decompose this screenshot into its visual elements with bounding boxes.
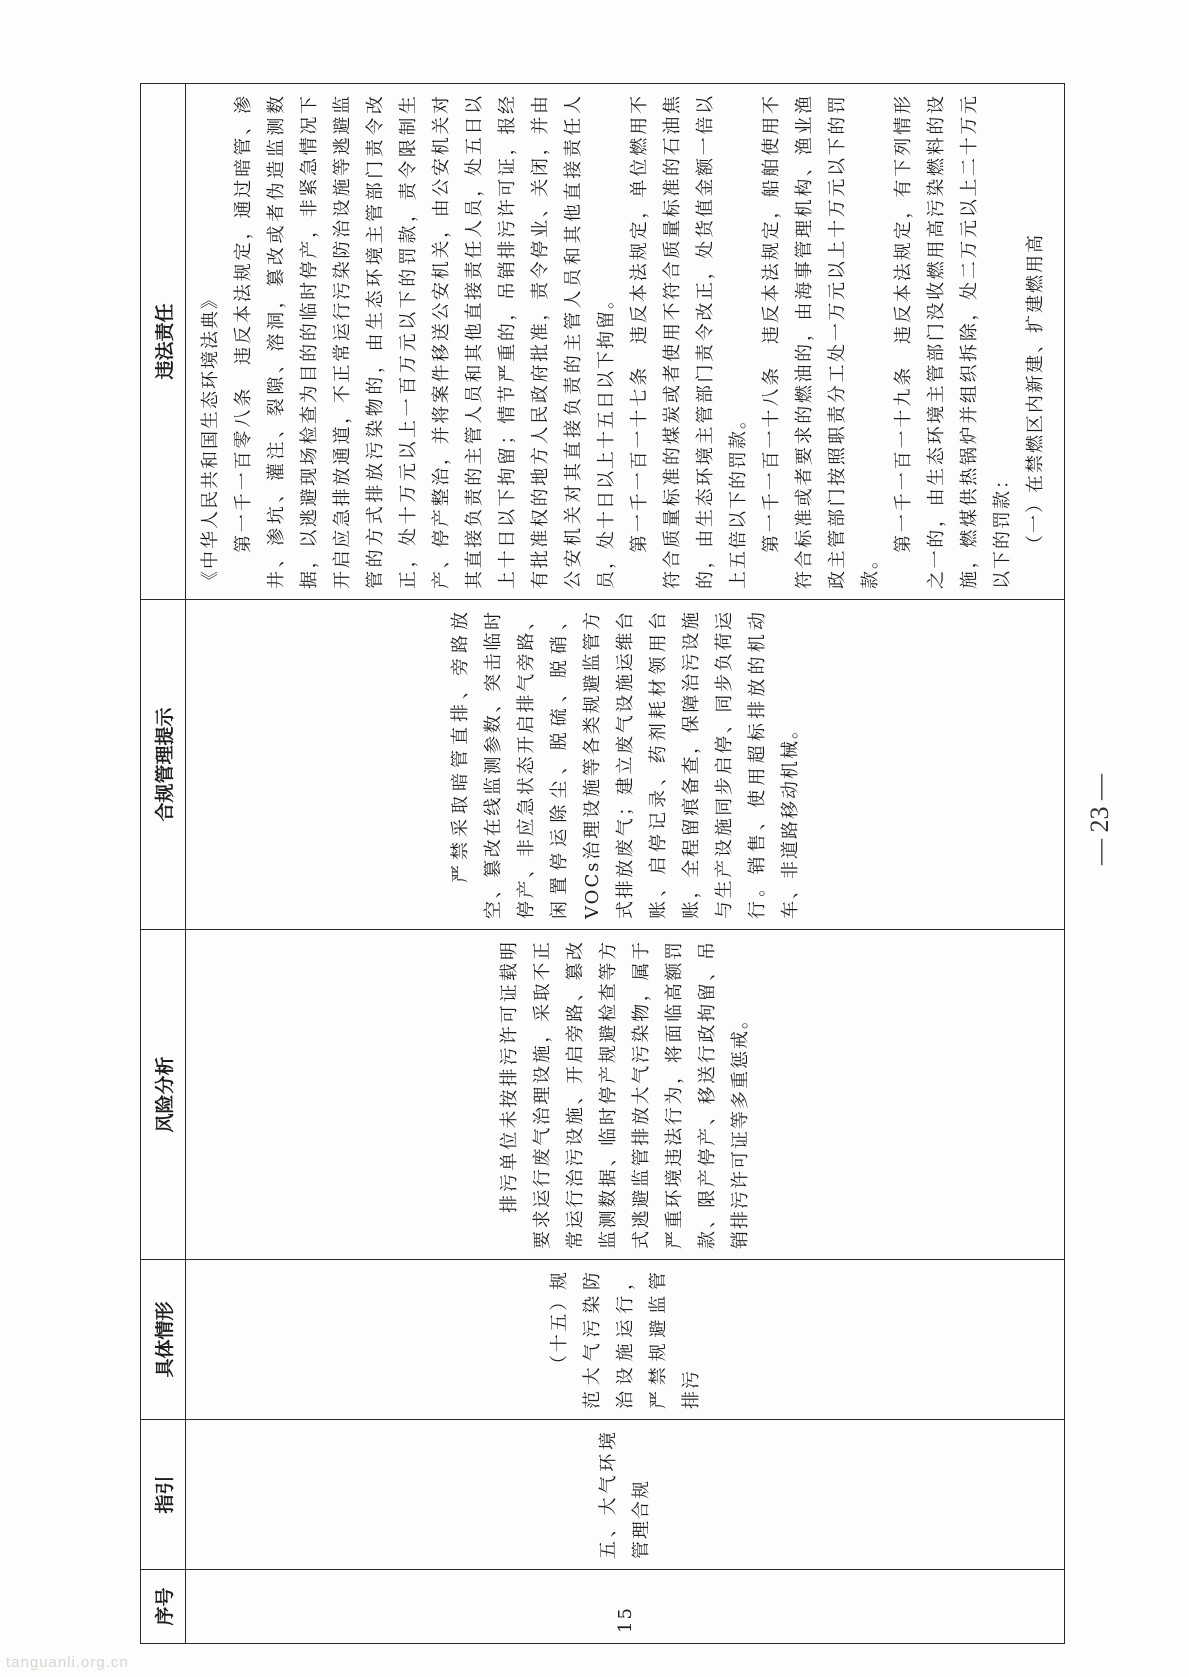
cell-compliance [186, 600, 1065, 930]
header-row [141, 84, 186, 1644]
law-article-1118: 第一千一百一十八条 违反本法规定，船舶使用不符合标准或者要求的燃油的，由海事管理机构、渔业渔政主管部门按照职责分工处一万元以上十万元以下的罚款。 [761, 94, 881, 589]
cell-situation [186, 1260, 1065, 1420]
header-liability: 违法责任 [141, 84, 186, 600]
cell-risk [186, 930, 1065, 1260]
table-row [186, 84, 1065, 1644]
law-article-1119: 第一千一百一十九条 违反本法规定，有下列情形之一的，由生态环境主管部门没收燃用高污染燃料的设施，燃煤供热锅炉并组织拆除，处二万元以上二十万元以下的罚款： [893, 94, 1013, 589]
seq-value: 15 [614, 1606, 636, 1633]
header-situation: 具体情形 [141, 1260, 186, 1420]
law-article-1117: 第一千一百一十七条 违反本法规定，单位燃用不符合质量标准的煤炭或者使用不符合质量标准的石油焦的，由生态环境主管部门责令改正，处货值金额一倍以上五倍以下的罚款。 [629, 94, 749, 589]
guide-value: 五、大气环境管理合规 [598, 1430, 652, 1559]
law-title: 《中华人民共和国生态环境法典》 [200, 289, 221, 589]
law-article-item-1: （一）在禁燃区内新建、扩建燃用高 [1025, 233, 1046, 553]
cell-seq [186, 1570, 1065, 1644]
law-article-1108: 第一千一百零八条 违反本法规定，通过暗管、渗井、渗坑、灌注、裂隙、溶洞，篡改或者伪造监测数据，以逃避现场检查为目的的临时停产，非紧急情况下开启应急排放通道，不正常运行污染防治设施等逃避监管的方式排放污染物的，由生态环境主管部门责令改正，处十万元以上一百万元以下的罚款，责令限制生产、停产整治，并将案件移送公安机关，由公安机关对其直接负责的主管人员和其他直接责任人员，处五日以上十日以下拘留；情节严重的，吊销排污许可证，报经有批准权的地方人民政府批准，责令停业、关闭，并由公安机关对其直接负责的主管人员和其他直接责任人员，处十日以上十五日以下拘留。 [233, 94, 617, 589]
situation-value: （十五）规范大气污染防治设施运行，严禁规避监管排污 [548, 1270, 702, 1409]
compliance-value: 严禁采取暗管直排、旁路放空、篡改在线监测参数、突击临时停产、非应急状态开启排气旁路、闲置停运除尘、脱硫、脱硝、VOCs治理设施等各类规避监管方式排放废气；建立废气设施运维台账、启停记录、药剂耗材领用台账，全程留痕备查，保障治污设施与生产设施同步启停、同步负荷运行。销售、使用超标排放的机动车、非道路移动机械。 [449, 610, 801, 919]
header-seq: 序号 [141, 1570, 186, 1644]
header-compliance: 合规管理提示 [141, 600, 186, 930]
cell-guide [186, 1420, 1065, 1570]
compliance-table [140, 83, 1065, 1644]
watermark: tanguanli.org.cn [6, 1654, 129, 1671]
rotated-table-wrapper [140, 84, 1065, 1644]
risk-value: 排污单位未按排污许可证载明要求运行废气治理设施，采取不正常运行治污设施、开启旁路、篡改监测数据、临时停产规避检查等方式逃避监管排放大气污染物，属于严重环境违法行为，将面临高额罚款、限产停产、移送行政拘留、吊销排污许可证等多重惩戒。 [499, 940, 751, 1249]
page-number: — 23 — [1085, 774, 1114, 866]
liability-text [186, 84, 1060, 599]
header-guide: 指引 [141, 1420, 186, 1570]
header-risk: 风险分析 [141, 930, 186, 1260]
cell-liability [186, 84, 1065, 600]
